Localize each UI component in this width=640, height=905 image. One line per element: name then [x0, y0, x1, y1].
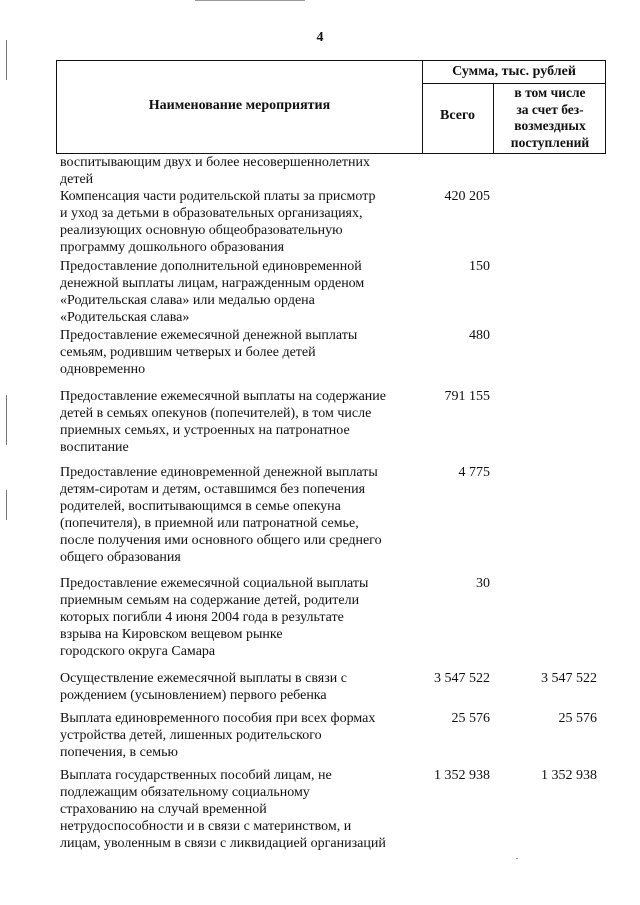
header-incl-line: за счет без- — [516, 101, 584, 117]
row-name-line: семьям, родившим четверых и более детей — [60, 345, 316, 360]
row-name-line: воспитывающим двух и более несовершеннолетних — [60, 155, 371, 170]
row-name-line: (попечителя), в приемной или патронатной семье, — [60, 516, 359, 531]
row-name — [60, 464, 420, 566]
row-name-line: общего образования — [60, 550, 181, 565]
row-name-line: одновременно — [60, 362, 146, 377]
row-name-line: устройства детей, лишенных родительского — [60, 728, 322, 743]
row-name-line: рождением (усыновлением) первого ребенка — [60, 688, 327, 703]
header-sum: Сумма, тыс. рублей — [452, 64, 576, 79]
row-name-line: которых погибли 4 июня 2004 года в результате — [60, 610, 344, 625]
row-name-line: городского округа Самара — [60, 644, 216, 659]
row-name-line: Выплата единовременного пособия при всех формах — [60, 711, 376, 726]
header-incl-line: поступлений — [510, 134, 590, 150]
row-grant: 25 576 — [558, 711, 597, 726]
row-total: 791 155 — [444, 389, 490, 404]
row-total: 480 — [469, 328, 490, 343]
header-incl-line: в том числе — [514, 85, 586, 100]
row-name-line: Выплата государственных пособий лицам, не — [60, 768, 332, 783]
row-name-line: детей — [60, 172, 94, 187]
row-total: 1 352 938 — [434, 768, 490, 783]
row-name — [60, 767, 420, 852]
row-name-line: Компенсация части родительской платы за присмотр — [60, 189, 376, 204]
row-name-line: детям-сиротам и детям, оставшимся без попечения — [60, 482, 366, 497]
row-name-line: Предоставление ежемесячной социальной выплаты — [60, 576, 369, 591]
row-name — [60, 710, 420, 761]
row-name-line: подлежащим обязательному социальному — [60, 785, 310, 800]
row-grant: 3 547 522 — [541, 671, 597, 686]
row-name-line: «Родительская слава» — [60, 310, 190, 325]
row-name-line: приемным семьям на содержание детей, родители — [60, 593, 360, 608]
row-name-line: родителей, воспитывающимся в семье опекуна — [60, 499, 341, 514]
row-name-line: реализующих основную общеобразовательную — [60, 223, 343, 238]
row-name-line: «Родительская слава» или медалью ордена — [60, 293, 315, 308]
header-incl-line: возмездных — [514, 118, 586, 133]
row-name — [60, 258, 420, 326]
table-header — [56, 60, 606, 154]
row-total: 25 576 — [451, 711, 490, 726]
row-name-line: лицам, уволенным в связи с ликвидацией организаций — [60, 836, 386, 851]
row-name — [60, 670, 420, 704]
row-name — [60, 388, 420, 456]
row-name-line: денежной выплаты лицам, награжденным орденом — [60, 276, 365, 291]
scan-artifact — [6, 40, 7, 80]
scan-artifact — [195, 0, 305, 1]
header-total: Всего — [440, 108, 475, 123]
row-total: 3 547 522 — [434, 671, 490, 686]
row-name — [60, 327, 420, 378]
page-number: 4 — [316, 30, 324, 45]
row-total: 4 775 — [458, 465, 490, 480]
row-name-line: Предоставление единовременной денежной выплаты — [60, 465, 378, 480]
row-name-line: Предоставление ежемесячной денежной выплаты — [60, 328, 358, 343]
header-divider — [422, 83, 606, 84]
row-grant: 1 352 938 — [541, 768, 597, 783]
header-name: Наименование мероприятия — [148, 98, 331, 113]
row-name-line: детей в семьях опекунов (попечителей), в том числе — [60, 406, 372, 421]
row-name-line: взрыва на Кировском вещевом рынке — [60, 627, 283, 642]
row-name — [60, 188, 420, 256]
header-incl — [494, 85, 606, 151]
row-total: 30 — [476, 576, 490, 591]
row-name — [60, 575, 420, 660]
row-name-line: после получения ими основного общего или среднего — [60, 533, 382, 548]
scan-artifact — [6, 490, 7, 520]
row-name-line: попечения, в семью — [60, 745, 178, 760]
scan-artifact — [6, 395, 7, 445]
row-name-line: программу дошкольного образования — [60, 240, 285, 255]
row-name-line: Предоставление дополнительной единовременной — [60, 259, 362, 274]
row-total: 150 — [469, 259, 490, 274]
row-name — [60, 154, 420, 188]
row-name-line: Осуществление ежемесячной выплаты в связи с — [60, 671, 347, 686]
row-name-line: нетрудоспособности и в связи с материнством, и — [60, 819, 352, 834]
row-name-line: приемных семьях, и устроенных на патронатное — [60, 423, 350, 438]
scan-artifact — [516, 858, 518, 859]
row-name-line: воспитание — [60, 440, 129, 455]
row-total: 420 205 — [444, 189, 490, 204]
row-name-line: страхованию на случай временной — [60, 802, 267, 817]
row-name-line: и уход за детьми в образовательных организациях, — [60, 206, 363, 221]
row-name-line: Предоставление ежемесячной выплаты на содержание — [60, 389, 386, 404]
